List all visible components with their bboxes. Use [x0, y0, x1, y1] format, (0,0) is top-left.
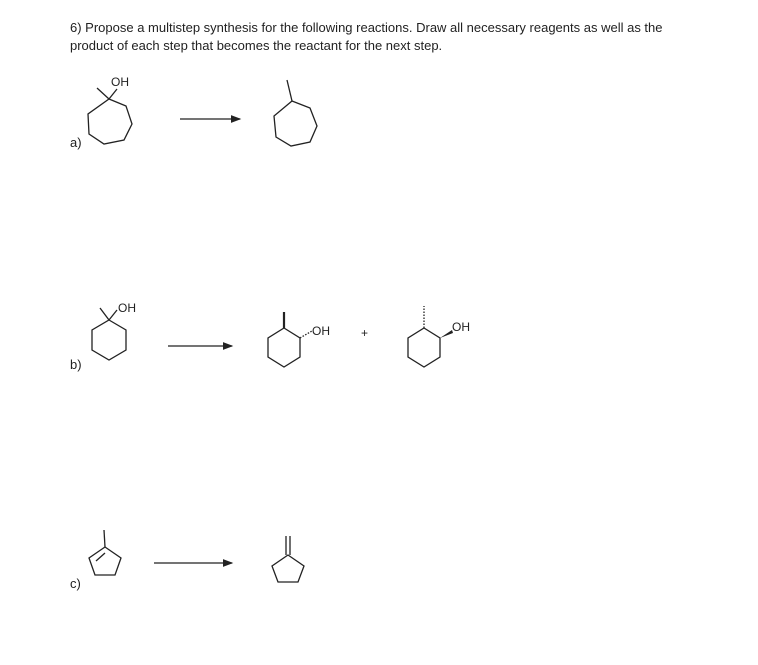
part-b-reactant — [92, 308, 126, 360]
part-b-product-1-oh-label: OH — [312, 324, 330, 338]
part-c-label: c) — [70, 576, 81, 591]
part-c-reactant — [89, 530, 121, 575]
part-a-product — [274, 80, 317, 146]
part-b-label: b) — [70, 357, 82, 372]
part-b-product-1 — [268, 312, 312, 367]
part-a-reactant-oh-label: OH — [111, 75, 129, 89]
part-b-product-2-oh-label: OH — [452, 320, 470, 334]
part-c-product — [272, 536, 304, 582]
question-line-2: product of each step that becomes the reactant for the next step. — [70, 38, 443, 53]
part-a-label: a) — [70, 135, 82, 150]
question-line-1: 6) Propose a multistep synthesis for the following reactions. Draw all necessary reagents as well as the — [70, 20, 663, 35]
part-a-reactant — [88, 88, 132, 144]
part-b-reactant-oh-label: OH — [118, 301, 136, 315]
part-b-product-2 — [408, 306, 440, 367]
part-b-plus-sign: + — [361, 326, 369, 340]
